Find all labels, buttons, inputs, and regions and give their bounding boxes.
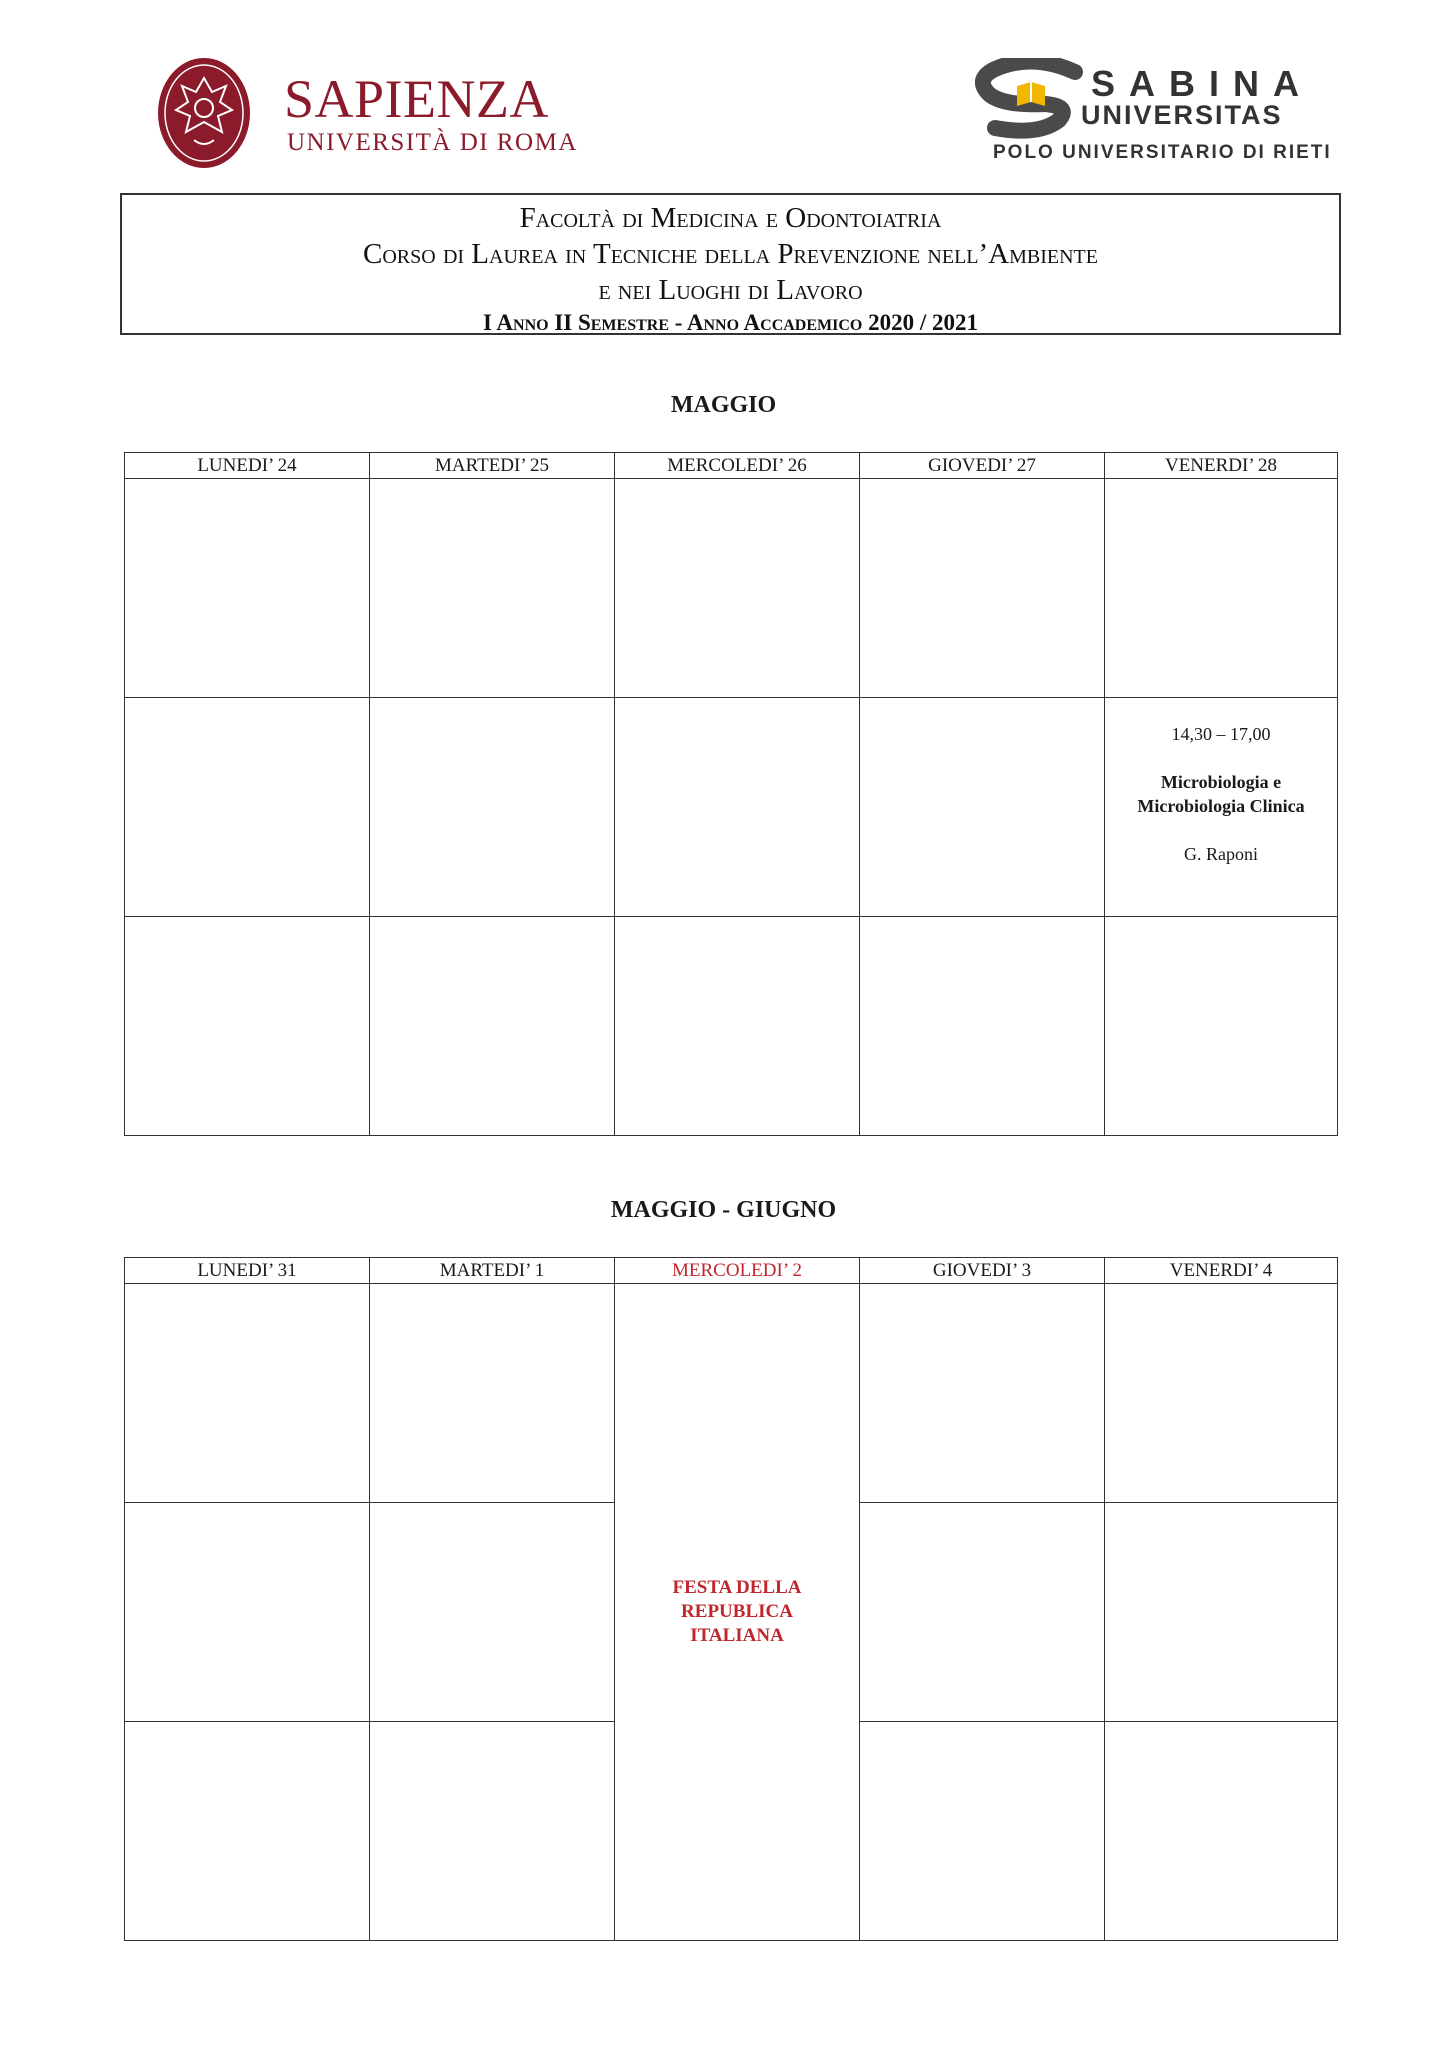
slot-cell: [860, 917, 1105, 1136]
sabina-subtitle: POLO UNIVERSITARIO DI RIETI: [993, 142, 1332, 163]
sabina-name: SABINA: [1091, 63, 1314, 104]
table-row: [125, 917, 1338, 1136]
lesson-time: 14,30 – 17,00: [1171, 724, 1271, 744]
slot-cell: [370, 698, 615, 917]
sapienza-seal-icon: [156, 56, 252, 170]
slot-cell: [370, 917, 615, 1136]
table-header-row: [125, 1258, 1338, 1284]
slot-cell: [125, 917, 370, 1136]
day-header: MARTEDI’ 1: [370, 1258, 615, 1284]
slot-cell: [1105, 479, 1338, 698]
slot-cell: [125, 1503, 370, 1722]
slot-cell: [860, 479, 1105, 698]
slot-cell: [1105, 1722, 1338, 1941]
slot-cell: [615, 479, 860, 698]
week-title: MAGGIO: [670, 392, 777, 418]
slot-cell: [125, 1284, 370, 1503]
course-title-cont: e nei Luoghi di Lavoro: [598, 274, 863, 306]
slot-cell: [370, 1722, 615, 1941]
slot-cell: [125, 1722, 370, 1941]
day-header: GIOVEDI’ 27: [860, 453, 1105, 479]
slot-cell: [860, 1503, 1105, 1722]
course-title: Corso di Laurea in Tecniche della Prevenzione nell’Ambiente: [363, 238, 1098, 270]
table-row: [125, 698, 1338, 917]
slot-cell: [615, 698, 860, 917]
sapienza-name: SAPIENZA: [284, 69, 550, 129]
day-header: MERCOLEDI’ 26: [615, 453, 860, 479]
slot-cell: [860, 1284, 1105, 1503]
holiday-cell: [615, 1284, 860, 1941]
sabina-mark-icon: [975, 58, 1087, 140]
slot-cell: [860, 1722, 1105, 1941]
week-title: MAGGIO - GIUGNO: [610, 1197, 837, 1223]
lesson-cell: [1105, 698, 1338, 917]
day-header: GIOVEDI’ 3: [860, 1258, 1105, 1284]
slot-cell: [1105, 1503, 1338, 1722]
course-header-box: [120, 193, 1341, 335]
schedule-table: [124, 1257, 1338, 1941]
slot-cell: [125, 698, 370, 917]
day-header: VENERDI’ 4: [1105, 1258, 1338, 1284]
slot-cell: [860, 698, 1105, 917]
sabina-logo: [975, 58, 1335, 168]
slot-cell: [125, 479, 370, 698]
faculty-title: Facoltà di Medicina e Odontoiatria: [519, 202, 942, 234]
day-header-holiday: MERCOLEDI’ 2: [615, 1258, 860, 1284]
lesson-subject: Microbiologia e Microbiologia Clinica: [1137, 772, 1305, 816]
table-row: [125, 1284, 1338, 1503]
table-header-row: [125, 453, 1338, 479]
lesson: [1105, 698, 1337, 866]
slot-cell: [1105, 1284, 1338, 1503]
day-header: MARTEDI’ 25: [370, 453, 615, 479]
slot-cell: [370, 1284, 615, 1503]
academic-year: I Anno II Semestre - Anno Accademico 2020 / 2021: [482, 310, 979, 335]
day-header: LUNEDI’ 24: [125, 453, 370, 479]
holiday-label: FESTA DELLA REPUBLICA ITALIANA: [672, 1577, 802, 1646]
sapienza-logo: [156, 56, 578, 176]
slot-cell: [370, 1503, 615, 1722]
schedule-table: [124, 452, 1338, 1136]
table-row: [125, 479, 1338, 698]
slot-cell: [615, 917, 860, 1136]
slot-cell: [1105, 917, 1338, 1136]
lesson-teacher: G. Raponi: [1184, 844, 1258, 864]
day-header: VENERDI’ 28: [1105, 453, 1338, 479]
day-header: LUNEDI’ 31: [125, 1258, 370, 1284]
sapienza-subtitle: UNIVERSITÀ DI ROMA: [287, 129, 578, 156]
slot-cell: [370, 479, 615, 698]
sabina-name-line2: UNIVERSITAS: [1081, 100, 1283, 130]
